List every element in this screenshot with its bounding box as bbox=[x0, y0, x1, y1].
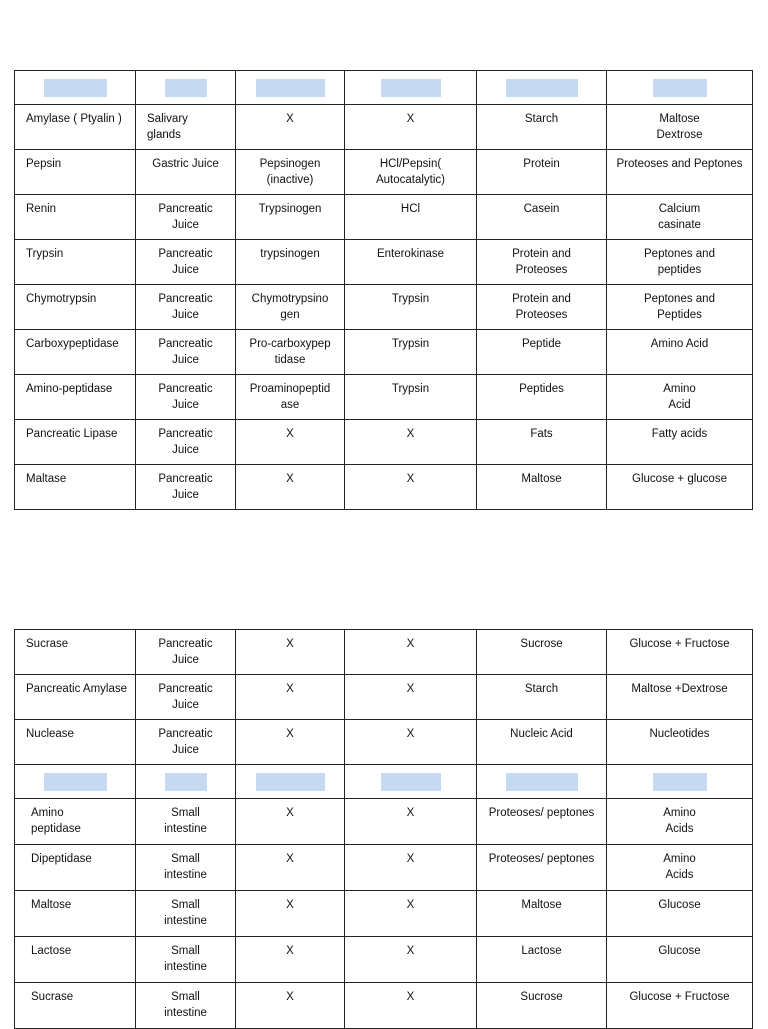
redacted-header-block bbox=[165, 773, 207, 791]
source-cell: Small intestine bbox=[136, 799, 236, 845]
precursor-cell: X bbox=[236, 465, 345, 510]
enzyme-cell: Maltose bbox=[15, 891, 136, 937]
product-cell: Amino Acid bbox=[607, 330, 753, 375]
substrate-cell: Sucrose bbox=[477, 630, 607, 675]
table-row bbox=[15, 630, 753, 675]
redacted-header-block bbox=[256, 79, 325, 97]
table-row bbox=[15, 105, 753, 150]
redacted-header-block bbox=[653, 773, 707, 791]
precursor-cell: Pepsinogen (inactive) bbox=[236, 150, 345, 195]
activator-cell: Trypsin bbox=[345, 375, 477, 420]
header-row bbox=[15, 765, 753, 799]
header-cell bbox=[136, 71, 236, 105]
substrate-cell: Starch bbox=[477, 675, 607, 720]
source-cell: Pancreatic Juice bbox=[136, 720, 236, 765]
table-row bbox=[15, 420, 753, 465]
product-cell: Maltose Dextrose bbox=[607, 105, 753, 150]
table-row bbox=[15, 937, 753, 983]
table-row bbox=[15, 285, 753, 330]
enzyme-cell: Amino peptidase bbox=[15, 799, 136, 845]
precursor-cell: trypsinogen bbox=[236, 240, 345, 285]
source-cell: Gastric Juice bbox=[136, 150, 236, 195]
table-row bbox=[15, 240, 753, 285]
redacted-header-block bbox=[256, 773, 325, 791]
product-cell: Glucose + glucose bbox=[607, 465, 753, 510]
source-cell: Pancreatic Juice bbox=[136, 285, 236, 330]
activator-cell: Enterokinase bbox=[345, 240, 477, 285]
enzyme-cell: Pepsin bbox=[15, 150, 136, 195]
substrate-cell: Starch bbox=[477, 105, 607, 150]
redacted-header-block bbox=[381, 79, 441, 97]
product-cell: Proteoses and Peptones bbox=[607, 150, 753, 195]
source-cell: Small intestine bbox=[136, 891, 236, 937]
product-cell: Peptones and peptides bbox=[607, 240, 753, 285]
enzyme-table-1 bbox=[14, 70, 753, 510]
substrate-cell: Sucrose bbox=[477, 983, 607, 1029]
substrate-cell: Protein and Proteoses bbox=[477, 240, 607, 285]
product-cell: Glucose bbox=[607, 891, 753, 937]
header-cell bbox=[136, 765, 236, 799]
enzyme-cell: Renin bbox=[15, 195, 136, 240]
table-row bbox=[15, 675, 753, 720]
precursor-cell: X bbox=[236, 105, 345, 150]
product-cell: Nucleotides bbox=[607, 720, 753, 765]
activator-cell: X bbox=[345, 891, 477, 937]
header-cell bbox=[236, 71, 345, 105]
enzyme-cell: Pancreatic Amylase bbox=[15, 675, 136, 720]
precursor-cell: X bbox=[236, 675, 345, 720]
source-cell: Pancreatic Juice bbox=[136, 195, 236, 240]
redacted-header-block bbox=[381, 773, 441, 791]
precursor-cell: X bbox=[236, 630, 345, 675]
table-row bbox=[15, 465, 753, 510]
substrate-cell: Maltose bbox=[477, 465, 607, 510]
activator-cell: X bbox=[345, 420, 477, 465]
activator-cell: HCl/Pepsin( Autocatalytic) bbox=[345, 150, 477, 195]
enzyme-cell: Lactose bbox=[15, 937, 136, 983]
product-cell: Fatty acids bbox=[607, 420, 753, 465]
header-cell bbox=[477, 765, 607, 799]
table-row bbox=[15, 330, 753, 375]
activator-cell: X bbox=[345, 630, 477, 675]
substrate-cell: Proteoses/ peptones bbox=[477, 845, 607, 891]
product-cell: Amino Acids bbox=[607, 799, 753, 845]
enzyme-cell: Pancreatic Lipase bbox=[15, 420, 136, 465]
substrate-cell: Maltose bbox=[477, 891, 607, 937]
enzyme-cell: Sucrase bbox=[15, 630, 136, 675]
precursor-cell: X bbox=[236, 845, 345, 891]
enzyme-cell: Dipeptidase bbox=[15, 845, 136, 891]
enzyme-table-2 bbox=[14, 629, 753, 1029]
source-cell: Pancreatic Juice bbox=[136, 630, 236, 675]
redacted-header-block bbox=[653, 79, 707, 97]
activator-cell: X bbox=[345, 465, 477, 510]
product-cell: Glucose + Fructose bbox=[607, 630, 753, 675]
enzyme-cell: Trypsin bbox=[15, 240, 136, 285]
header-cell bbox=[236, 765, 345, 799]
activator-cell: X bbox=[345, 983, 477, 1029]
precursor-cell: Proaminopeptid ase bbox=[236, 375, 345, 420]
source-cell: Pancreatic Juice bbox=[136, 240, 236, 285]
table-row bbox=[15, 720, 753, 765]
substrate-cell: Lactose bbox=[477, 937, 607, 983]
substrate-cell: Protein bbox=[477, 150, 607, 195]
header-cell bbox=[477, 71, 607, 105]
precursor-cell: X bbox=[236, 937, 345, 983]
substrate-cell: Peptides bbox=[477, 375, 607, 420]
precursor-cell: X bbox=[236, 983, 345, 1029]
table-row bbox=[15, 150, 753, 195]
enzyme-cell: Amino-peptidase bbox=[15, 375, 136, 420]
source-cell: Pancreatic Juice bbox=[136, 675, 236, 720]
table-row bbox=[15, 799, 753, 845]
table-row bbox=[15, 375, 753, 420]
product-cell: Glucose bbox=[607, 937, 753, 983]
redacted-header-block bbox=[44, 79, 107, 97]
header-cell bbox=[345, 765, 477, 799]
redacted-header-block bbox=[165, 79, 207, 97]
substrate-cell: Proteoses/ peptones bbox=[477, 799, 607, 845]
header-cell bbox=[15, 765, 136, 799]
enzyme-cell: Nuclease bbox=[15, 720, 136, 765]
redacted-header-block bbox=[506, 773, 578, 791]
enzyme-cell: Amylase ( Ptyalin ) bbox=[15, 105, 136, 150]
source-cell: Salivary glands bbox=[136, 105, 236, 150]
source-cell: Small intestine bbox=[136, 937, 236, 983]
activator-cell: X bbox=[345, 937, 477, 983]
activator-cell: X bbox=[345, 845, 477, 891]
activator-cell: Trypsin bbox=[345, 285, 477, 330]
precursor-cell: Chymotrypsino gen bbox=[236, 285, 345, 330]
product-cell: Amino Acids bbox=[607, 845, 753, 891]
product-cell: Maltose +Dextrose bbox=[607, 675, 753, 720]
activator-cell: Trypsin bbox=[345, 330, 477, 375]
activator-cell: X bbox=[345, 720, 477, 765]
enzyme-cell: Maltase bbox=[15, 465, 136, 510]
precursor-cell: X bbox=[236, 720, 345, 765]
precursor-cell: Pro-carboxypep tidase bbox=[236, 330, 345, 375]
activator-cell: HCl bbox=[345, 195, 477, 240]
precursor-cell: Trypsinogen bbox=[236, 195, 345, 240]
source-cell: Small intestine bbox=[136, 983, 236, 1029]
source-cell: Pancreatic Juice bbox=[136, 375, 236, 420]
redacted-header-block bbox=[506, 79, 578, 97]
source-cell: Small intestine bbox=[136, 845, 236, 891]
header-row bbox=[15, 71, 753, 105]
header-cell bbox=[15, 71, 136, 105]
source-cell: Pancreatic Juice bbox=[136, 420, 236, 465]
table-row bbox=[15, 891, 753, 937]
substrate-cell: Nucleic Acid bbox=[477, 720, 607, 765]
enzyme-cell: Carboxypeptidase bbox=[15, 330, 136, 375]
enzyme-cell: Sucrase bbox=[15, 983, 136, 1029]
activator-cell: X bbox=[345, 675, 477, 720]
activator-cell: X bbox=[345, 799, 477, 845]
product-cell: Peptones and Peptides bbox=[607, 285, 753, 330]
substrate-cell: Peptide bbox=[477, 330, 607, 375]
precursor-cell: X bbox=[236, 420, 345, 465]
source-cell: Pancreatic Juice bbox=[136, 330, 236, 375]
product-cell: Amino Acid bbox=[607, 375, 753, 420]
substrate-cell: Protein and Proteoses bbox=[477, 285, 607, 330]
activator-cell: X bbox=[345, 105, 477, 150]
precursor-cell: X bbox=[236, 799, 345, 845]
table-row bbox=[15, 195, 753, 240]
substrate-cell: Fats bbox=[477, 420, 607, 465]
source-cell: Pancreatic Juice bbox=[136, 465, 236, 510]
table-row bbox=[15, 983, 753, 1029]
redacted-header-block bbox=[44, 773, 107, 791]
substrate-cell: Casein bbox=[477, 195, 607, 240]
product-cell: Glucose + Fructose bbox=[607, 983, 753, 1029]
precursor-cell: X bbox=[236, 891, 345, 937]
header-cell bbox=[345, 71, 477, 105]
product-cell: Calcium casinate bbox=[607, 195, 753, 240]
header-cell bbox=[607, 765, 753, 799]
table-row bbox=[15, 845, 753, 891]
enzyme-cell: Chymotrypsin bbox=[15, 285, 136, 330]
header-cell bbox=[607, 71, 753, 105]
